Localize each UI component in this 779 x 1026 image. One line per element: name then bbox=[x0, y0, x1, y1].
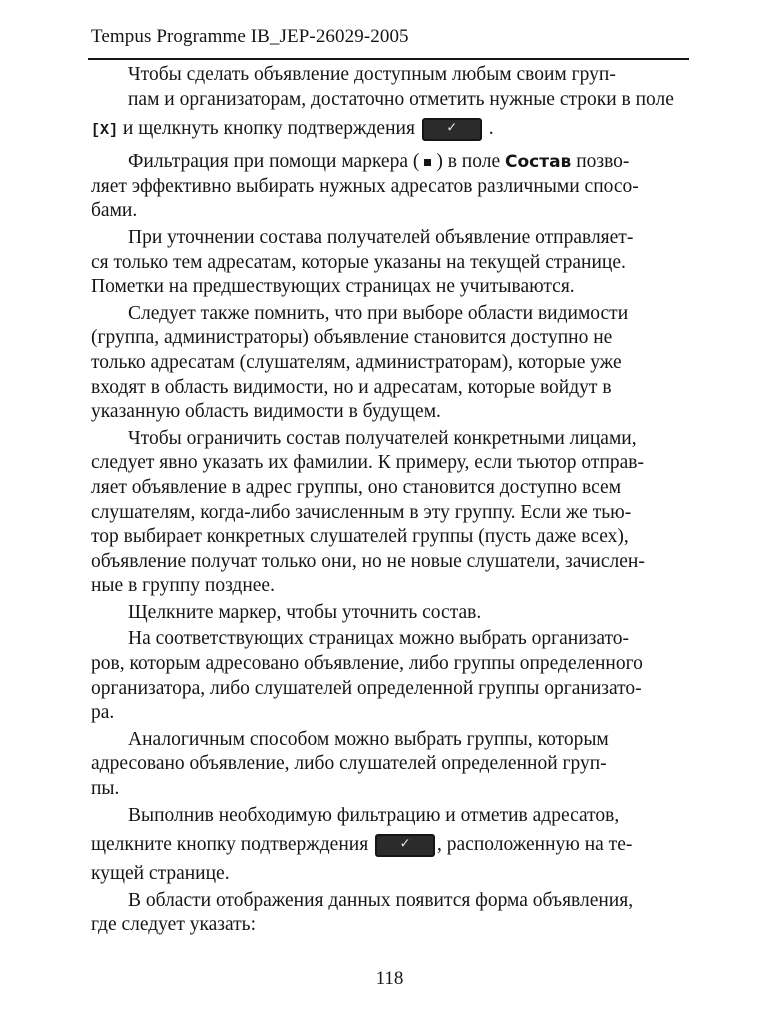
paragraph-10 bbox=[91, 889, 686, 938]
text-line: ся только тем адресатам, которые указаны на текущей странице. bbox=[91, 251, 626, 273]
text-line: следует явно указать их фамилии. К примеру, если тьютор отправ- bbox=[91, 452, 644, 474]
text-line: входят в область видимости, но и адресатам, которые войдут в bbox=[91, 376, 612, 398]
text-line bbox=[91, 828, 686, 862]
text-line: пы. bbox=[91, 778, 120, 800]
text-line: кущей странице. bbox=[91, 863, 230, 885]
text-fragment: щелкните кнопку подтверждения bbox=[91, 834, 369, 856]
text-line: (группа, администраторы) объявление становится доступно не bbox=[91, 327, 613, 349]
header-rule bbox=[88, 58, 689, 60]
text-line: объявление получат только они, но не новые слушатели, зачислен- bbox=[91, 550, 645, 572]
checkmark-button-icon bbox=[375, 834, 435, 857]
text-fragment: Фильтрация при помощи маркера ( bbox=[128, 151, 420, 173]
text-line: бами. bbox=[91, 200, 138, 222]
paragraph-9 bbox=[91, 804, 686, 887]
paragraph-1 bbox=[91, 63, 686, 148]
text-line: В области отображения данных появится форма объявления, bbox=[128, 889, 634, 911]
square-marker-icon bbox=[424, 159, 431, 166]
paragraph-8 bbox=[91, 728, 686, 802]
text-line: организатора, либо слушателей определенной группы организато- bbox=[91, 677, 642, 699]
page-number: 118 bbox=[375, 968, 404, 989]
text-line bbox=[91, 112, 686, 148]
text-line: где следует указать: bbox=[91, 914, 256, 936]
text-line: Выполнив необходимую фильтрацию и отметив адресатов, bbox=[128, 804, 620, 826]
text-line: ные в группу позднее. bbox=[91, 575, 275, 597]
text-fragment: , расположенную на те- bbox=[437, 834, 633, 856]
text-line: ляет эффективно выбирать нужных адресатов различными спосо- bbox=[91, 175, 639, 197]
text-line: только адресатам (слушателям, администраторам), которые уже bbox=[91, 351, 622, 373]
field-name-sostav: Состав bbox=[505, 152, 572, 173]
text-fragment: ) в поле bbox=[436, 151, 501, 173]
text-line: Чтобы ограничить состав получателей конкретными лицами, bbox=[128, 427, 637, 449]
text-line: Аналогичным способом можно выбрать группы, которым bbox=[128, 728, 609, 750]
text-line: ляет объявление в адрес группы, оно становится доступно всем bbox=[91, 476, 622, 498]
text-line: указанную область видимости в будущем. bbox=[91, 401, 441, 423]
text-line: На соответствующих страницах можно выбрать организато- bbox=[128, 628, 630, 650]
text-line: Чтобы сделать объявление доступным любым своим груп- bbox=[128, 64, 616, 85]
running-header: Tempus Programme IB_JEP-26029-2005 bbox=[91, 26, 409, 47]
text-line bbox=[91, 150, 686, 175]
text-fragment: позво- bbox=[576, 151, 630, 173]
paragraph-4 bbox=[91, 302, 686, 425]
text-line: Пометки на предшествующих страницах не учитываются. bbox=[91, 276, 575, 298]
text-line: Щелкните маркер, чтобы уточнить состав. bbox=[128, 601, 482, 623]
paragraph-5 bbox=[91, 427, 686, 599]
checkbox-field-label: [X] bbox=[91, 122, 119, 140]
text-fragment: и щелкнуть кнопку подтверждения bbox=[118, 118, 415, 140]
text-fragment: . bbox=[488, 118, 494, 140]
paragraph-6 bbox=[91, 601, 686, 626]
paragraph-2 bbox=[91, 150, 686, 224]
text-line: тор выбирает конкретных слушателей группы (пусть даже всех), bbox=[91, 526, 629, 548]
text-line: ров, которым адресовано объявление, либо группы определенного bbox=[91, 653, 643, 675]
text-line: Следует также помнить, что при выборе области видимости bbox=[128, 302, 629, 324]
page-body bbox=[91, 63, 686, 938]
text-line: ра. bbox=[91, 702, 115, 724]
checkmark-button-icon bbox=[422, 118, 482, 141]
text-line: При уточнении состава получателей объявление отправляет- bbox=[128, 226, 634, 248]
text-line: пам и организаторам, достаточно отметить нужные строки в поле bbox=[128, 88, 674, 110]
text-line: адресовано объявление, либо слушателей определенной груп- bbox=[91, 753, 607, 775]
paragraph-3 bbox=[91, 226, 686, 300]
text-line: слушателям, когда-либо зачисленным в эту группу. Если же тью- bbox=[91, 501, 632, 523]
paragraph-7 bbox=[91, 627, 686, 725]
